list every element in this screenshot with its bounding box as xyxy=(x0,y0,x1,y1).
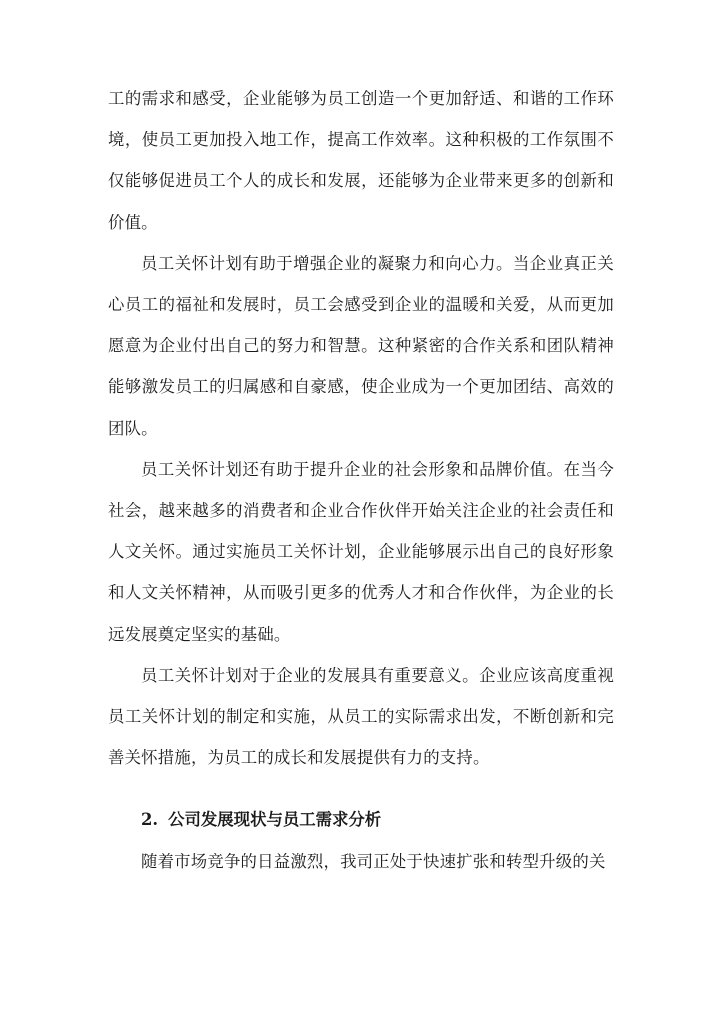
section-number: 2. xyxy=(141,810,159,830)
section-heading xyxy=(108,799,614,840)
paragraph-section-intro: 随着市场竞争的日益激烈，我司正处于快速扩张和转型升级的关 xyxy=(141,851,606,871)
paragraph-importance: 员工关怀计划对于企业的发展具有重要意义。企业应该高度重视员工关怀计划的制定和实施，从员工的实际需求出发，不断创新和完善关怀措施，为员工的成长和发展提供有力的支持。 xyxy=(108,665,614,768)
paragraph-continued: 工的需求和感受，企业能够为员工创造一个更加舒适、和谐的工作环境，使员工更加投入地工作，提高工作效率。这种积极的工作氛围不仅能够促进员工个人的成长和发展，还能够为企业带来更多的创新和价值。 xyxy=(108,89,614,232)
paragraph-social-image: 员工关怀计划还有助于提升企业的社会形象和品牌价值。在当今社会，越来越多的消费者和企业合作伙伴开始关注企业的社会责任和人文关怀。通过实施员工关怀计划，企业能够展示出自己的良好形象和人文关怀精神，从而吸引更多的优秀人才和合作伙伴，为企业的长远发展奠定坚实的基础。 xyxy=(108,459,614,644)
paragraph-cohesion: 员工关怀计划有助于增强企业的凝聚力和向心力。当企业真正关心员工的福祉和发展时，员工会感受到企业的温暖和关爱，从而更加愿意为企业付出自己的努力和智慧。这种紧密的合作关系和团队精神能够激发员工的归属感和自豪感，使企业成为一个更加团结、高效的团队。 xyxy=(108,253,614,438)
document-page xyxy=(108,78,614,882)
section-title: 公司发展现状与员工需求分析 xyxy=(168,810,382,830)
